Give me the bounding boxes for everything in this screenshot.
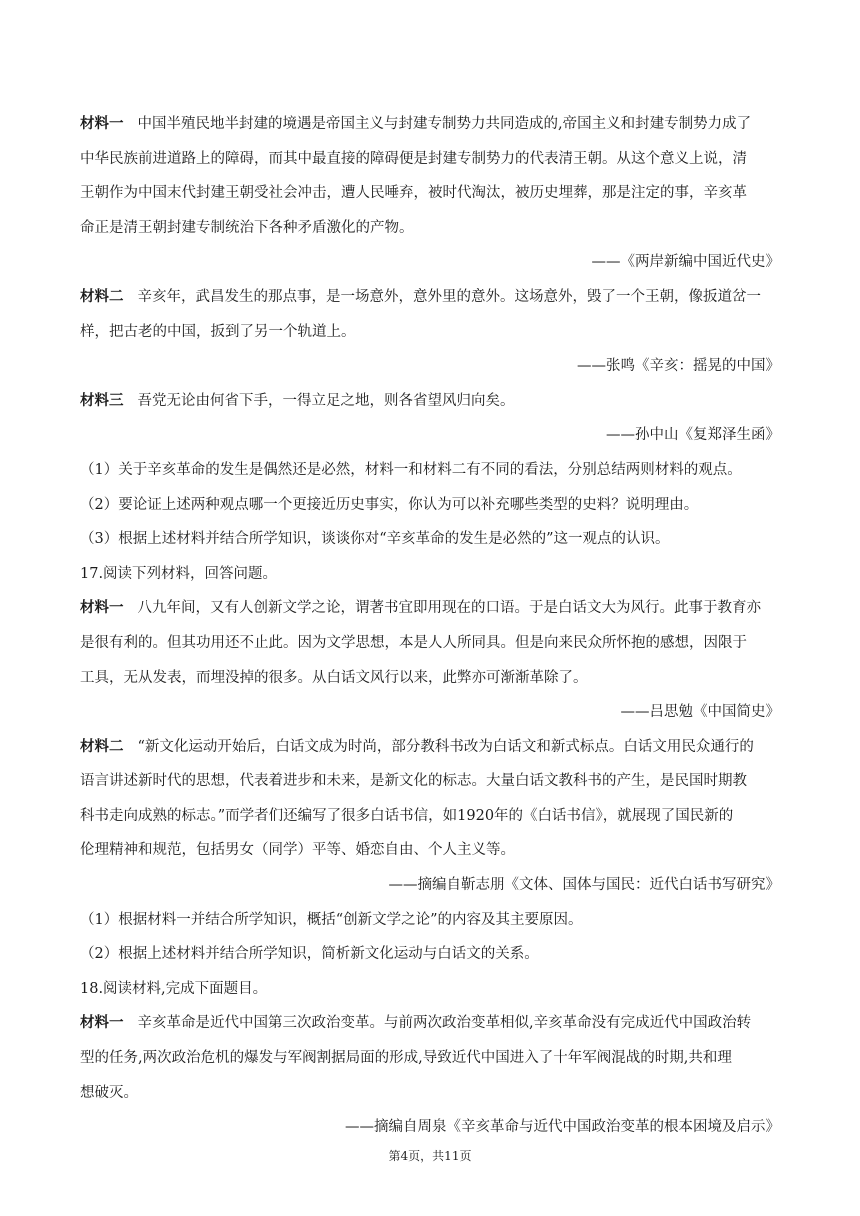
source-citation: ——摘编自靳志朋《文体、国体与国民：近代白话书写研究》 (388, 877, 780, 894)
material-line (80, 661, 780, 696)
question-line: （1）根据材料一并结合所学知识，概括“创新文学之论”的内容及其主要原因。 (80, 911, 583, 928)
material-label: 材料三 (80, 391, 124, 409)
material-line (80, 280, 780, 315)
material-line (80, 626, 780, 661)
material-text: 工具，无从发表，而埋没掉的很多。从白话文风行以来，此弊亦可渐渐革除了。 (80, 669, 588, 686)
material-text: 中华民族前进道路上的障碍，而其中最直接的障碍便是封建专制势力的代表清王朝。从这个意义上说，清 (80, 150, 747, 167)
material-text: 伦理精神和规范，包括男女（同学）平等、婚恋自由、个人主义等。 (80, 842, 515, 859)
material-line (80, 1076, 780, 1111)
material-text: 想破灭。 (80, 1084, 138, 1101)
source-citation: ——《两岸新编中国近代史》 (591, 254, 780, 271)
material-text: “新文化运动开始后，白话文成为时尚，部分教科书改为白话文和新式标点。白话文用民众通行的 (137, 738, 754, 755)
material-text: 辛亥年，武昌发生的那点事，是一场意外，意外里的意外。这场意外，毁了一个王朝，像扳道岔一 (137, 288, 761, 305)
page-footer: 第4页，共11页 (388, 1149, 472, 1163)
material-text: 语言讲述新时代的思想，代表着进步和未来，是新文化的标志。大量白话文教科书的产生，是民国时期教 (80, 773, 747, 790)
material-text: 吾党无论由何省下手，一得立足之地，则各省望风归向矣。 (137, 392, 515, 409)
source-citation: ——孙中山《复郑泽生函》 (606, 427, 780, 444)
material-line (80, 384, 780, 419)
document-body (80, 107, 780, 1145)
material-text: 辛亥革命是近代中国第三次政治变革。与前两次政治变革相似,辛亥革命没有完成近代中国政治转 (137, 1015, 752, 1032)
material-line (80, 211, 780, 246)
material-line (80, 833, 780, 868)
material-text: 王朝作为中国末代封建王朝受社会冲击，遭人民唾弃，被时代淘汰，被历史埋葬，那是注定的事，辛亥革 (80, 185, 747, 202)
material-line (80, 315, 780, 350)
material-text: 是很有利的。但其功用还不止此。因为文学思想，本是人人所同具。但是向来民众所怀抱的感想，因限于 (80, 634, 747, 651)
material-label: 材料一 (80, 115, 124, 132)
material-text: 型的任务,两次政治危机的爆发与军阀割据局面的形成,导致近代中国进入了十年军阀混战的时期,共和理 (80, 1050, 732, 1067)
material-line (80, 730, 780, 765)
question-line: （2）根据上述材料并结合所学知识，简析新文化运动与白话文的关系。 (80, 946, 539, 963)
source-citation: ——摘编自周泉《辛亥革命与近代中国政治变革的根本困境及启示》 (345, 1119, 780, 1136)
material-label: 材料一 (80, 1014, 124, 1032)
material-line (80, 176, 780, 211)
question-line: （1）关于辛亥革命的发生是偶然还是必然，材料一和材料二有不同的看法，分别总结两则材料的观点。 (80, 461, 742, 478)
material-label: 材料一 (80, 599, 124, 617)
source-citation: ——吕思勉《中国简史》 (620, 704, 780, 721)
material-line (80, 764, 780, 799)
material-line (80, 1041, 780, 1076)
question-line: 18.阅读材料,完成下面题目。 (80, 980, 268, 997)
material-line (80, 142, 780, 177)
material-label: 材料二 (80, 287, 124, 305)
question-line: （2）要论证上述两种观点哪一个更接近历史事实，你认为可以补充哪些类型的史料？说明理由。 (80, 496, 699, 513)
question-line: （3）根据上述材料并结合所学知识，谈谈你对“辛亥革命的发生是必然的”这一观点的认识。 (80, 531, 670, 548)
material-line (80, 1006, 780, 1041)
question-line: 17.阅读下列材料，回答问题。 (80, 565, 278, 582)
material-text: 中国半殖民地半封建的境遇是帝国主义与封建专制势力共同造成的,帝国主义和封建专制势力成了 (137, 116, 752, 132)
material-text: 八九年间，又有人创新文学之论，谓著书宜即用现在的口语。于是白话文大为风行。此事于教育亦 (137, 600, 761, 617)
source-citation: ——张鸣《辛亥：摇晃的中国》 (577, 358, 780, 375)
material-line (80, 799, 780, 834)
material-text: 科书走向成熟的标志。”而学者们还编写了很多白话书信，如1920年的《白话书信》，就展现了国民新的 (80, 807, 734, 824)
material-text: 样，把古老的中国，扳到了另一个轨道上。 (80, 323, 356, 340)
material-line (80, 107, 780, 142)
material-line (80, 591, 780, 626)
material-text: 命正是清王朝封建专制统治下各种矛盾激化的产物。 (80, 219, 414, 236)
material-label: 材料二 (80, 737, 124, 755)
